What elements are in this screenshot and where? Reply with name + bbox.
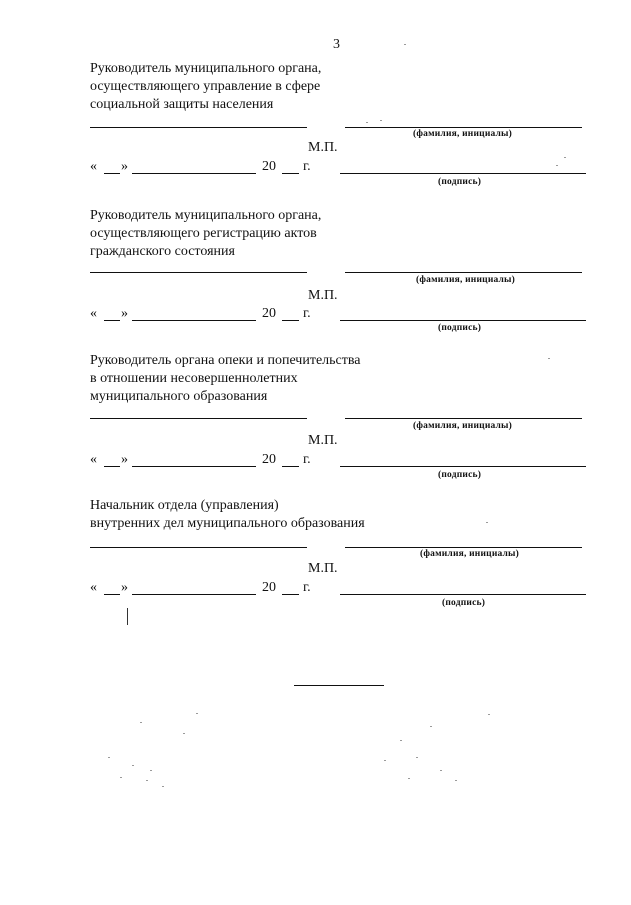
quote-close: »: [121, 452, 128, 467]
position-line[interactable]: [90, 127, 307, 128]
stamp-label: М.П.: [308, 288, 338, 303]
year-prefix: 20: [262, 580, 276, 595]
scan-speck: [488, 714, 490, 715]
signature-caption: (подпись): [438, 470, 482, 480]
name-caption: (фамилия, инициалы): [413, 421, 513, 431]
end-rule: [294, 685, 384, 686]
scan-speck: [400, 740, 402, 741]
scan-speck: [146, 780, 148, 781]
year-suffix: г.: [303, 452, 311, 467]
scan-speck: [440, 770, 442, 771]
signature-caption: (подпись): [438, 323, 482, 333]
block-title: Руководитель органа опеки и попечительства в отношении несовершеннолетних муниципального образования: [90, 353, 361, 404]
month-field[interactable]: [132, 452, 256, 467]
month-field[interactable]: [132, 580, 256, 595]
day-field[interactable]: [104, 580, 120, 595]
stamp-label: М.П.: [308, 433, 338, 448]
month-field[interactable]: [132, 159, 256, 174]
name-caption: (фамилия, инициалы): [420, 549, 520, 559]
scan-speck: [404, 44, 406, 45]
year-prefix: 20: [262, 159, 276, 174]
signature-block-social-protection: [0, 60, 631, 190]
scan-speck: [162, 786, 164, 787]
scan-speck: [196, 713, 198, 714]
name-line[interactable]: [345, 547, 582, 548]
position-line[interactable]: [90, 272, 307, 273]
name-line[interactable]: [345, 418, 582, 419]
name-caption: (фамилия, инициалы): [413, 129, 513, 139]
scan-speck: [132, 765, 134, 766]
year-field[interactable]: [282, 580, 299, 595]
name-caption: (фамилия, инициалы): [416, 275, 516, 285]
pen-mark: [127, 608, 128, 625]
scan-speck: [183, 733, 185, 734]
quote-open: «: [90, 580, 97, 595]
year-suffix: г.: [303, 159, 311, 174]
year-prefix: 20: [262, 452, 276, 467]
name-line[interactable]: [345, 272, 582, 273]
scan-speck: [430, 726, 432, 727]
signature-block-internal-affairs: [0, 497, 631, 627]
scan-speck: [120, 777, 122, 778]
year-prefix: 20: [262, 306, 276, 321]
block-title: Руководитель муниципального органа, осуществляющего управление в сфере социальной защиты населения: [90, 61, 322, 112]
quote-open: «: [90, 306, 97, 321]
scan-speck: [384, 760, 386, 761]
signature-caption: (подпись): [438, 177, 482, 187]
quote-open: «: [90, 159, 97, 174]
year-field[interactable]: [282, 452, 299, 467]
scan-speck: [455, 780, 457, 781]
page-number: 3: [333, 37, 340, 52]
day-field[interactable]: [104, 159, 120, 174]
signature-caption: (подпись): [442, 598, 486, 608]
year-field[interactable]: [282, 306, 299, 321]
quote-close: »: [121, 159, 128, 174]
scan-speck: [380, 120, 382, 121]
day-field[interactable]: [104, 306, 120, 321]
stamp-label: М.П.: [308, 140, 338, 155]
year-field[interactable]: [282, 159, 299, 174]
year-suffix: г.: [303, 306, 311, 321]
stamp-label: М.П.: [308, 561, 338, 576]
month-field[interactable]: [132, 306, 256, 321]
scan-speck: [548, 358, 550, 359]
scan-speck: [416, 757, 418, 758]
name-line[interactable]: [345, 127, 582, 128]
year-suffix: г.: [303, 580, 311, 595]
signature-line[interactable]: [340, 306, 586, 321]
scan-speck: [140, 722, 142, 723]
block-title: Руководитель муниципального органа, осуществляющего регистрацию актов гражданского состояния: [90, 208, 322, 259]
quote-close: »: [121, 306, 128, 321]
scan-speck: [556, 165, 558, 166]
signature-block-guardianship: [0, 352, 631, 482]
quote-close: »: [121, 580, 128, 595]
signature-block-civil-registry: [0, 207, 631, 337]
scan-speck: [150, 770, 152, 771]
signature-line[interactable]: [340, 159, 586, 174]
position-line[interactable]: [90, 547, 307, 548]
quote-open: «: [90, 452, 97, 467]
signature-line[interactable]: [340, 452, 586, 467]
block-title: Начальник отдела (управления) внутренних дел муниципального образования: [90, 498, 365, 531]
scan-speck: [564, 157, 566, 158]
scan-speck: [108, 757, 110, 758]
scan-speck: [408, 778, 410, 779]
signature-line[interactable]: [340, 580, 586, 595]
scan-speck: [366, 122, 368, 123]
day-field[interactable]: [104, 452, 120, 467]
scan-speck: [486, 522, 488, 523]
position-line[interactable]: [90, 418, 307, 419]
